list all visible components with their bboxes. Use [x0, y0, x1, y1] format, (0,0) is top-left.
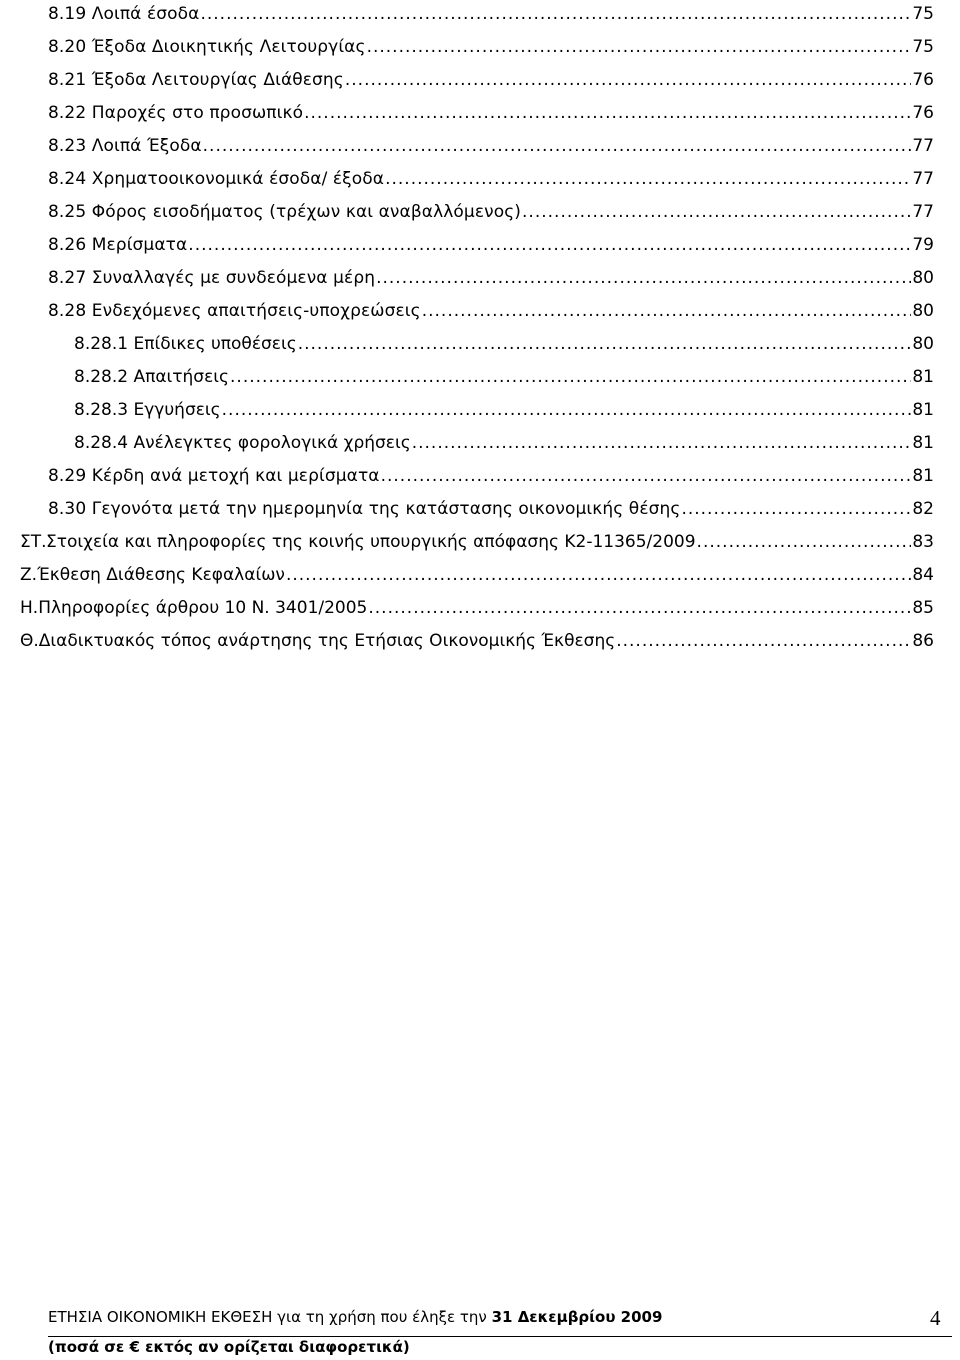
toc-subentry[interactable] — [74, 398, 934, 422]
page-number: 4 — [930, 1306, 941, 1330]
toc-leader-dots — [422, 299, 912, 323]
toc-entry-page: 80 — [912, 334, 934, 354]
toc-entry-label: 8.28.3 Εγγυήσεις — [74, 400, 221, 420]
toc-entry[interactable] — [48, 266, 934, 290]
toc-entry-label: 8.28.1 Επίδικες υποθέσεις — [74, 334, 297, 354]
toc-leader-dots — [200, 2, 911, 26]
toc-entry-page: 81 — [912, 400, 934, 420]
toc-entry-label: 8.28.2 Απαιτήσεις — [74, 367, 230, 387]
toc-entry-label: Διαδικτυακός τόπος ανάρτησης της Ετήσιας Οικονομικής Έκθεσης — [38, 631, 616, 651]
toc-entry[interactable] — [48, 233, 934, 257]
toc-entry-page: 79 — [912, 235, 934, 255]
report-title — [48, 1308, 662, 1326]
toc-entry[interactable] — [48, 134, 934, 158]
toc-entry-label: Έκθεση Διάθεσης Κεφαλαίων — [37, 565, 285, 585]
toc-leader-dots — [222, 398, 912, 422]
toc-leader-dots — [345, 68, 911, 92]
toc-leader-dots — [376, 266, 911, 290]
toc-entry-page: 75 — [912, 4, 934, 24]
footer-divider — [48, 1336, 952, 1337]
toc-entry-page: 76 — [912, 70, 934, 90]
toc-subentry[interactable] — [74, 332, 934, 356]
toc-entry-label: 8.23 Λοιπά Έξοδα — [48, 136, 202, 156]
toc-entry-label: 8.25 Φόρος εισοδήματος (τρέχων και αναβαλλόμενος) — [48, 202, 522, 222]
toc-entry-page: 86 — [912, 631, 934, 651]
toc-entry[interactable] — [48, 35, 934, 59]
toc-entry-page: 75 — [912, 37, 934, 57]
toc-section[interactable] — [20, 629, 934, 653]
toc-leader-dots — [697, 530, 912, 554]
toc-section[interactable] — [20, 530, 934, 554]
toc-entry-label: 8.19 Λοιπά έσοδα — [48, 4, 200, 24]
toc-subentry[interactable] — [74, 431, 934, 455]
toc-leader-dots — [298, 332, 912, 356]
currency-note: (ποσά σε € εκτός αν ορίζεται διαφορετικά) — [48, 1338, 410, 1356]
toc-entry-page: 77 — [912, 169, 934, 189]
toc-entry-label: 8.28 Ενδεχόμενες απαιτήσεις-υποχρεώσεις — [48, 301, 421, 321]
toc-entry[interactable] — [48, 101, 934, 125]
toc-section[interactable] — [20, 596, 934, 620]
toc-entry-label: Στοιχεία και πληροφορίες της κοινής υπουργικής απόφασης Κ2-11365/2009 — [46, 532, 696, 552]
toc-entry[interactable] — [48, 497, 934, 521]
toc-entry-page: 85 — [912, 598, 934, 618]
toc-leader-dots — [681, 497, 911, 521]
toc-leader-dots — [203, 134, 912, 158]
toc-entry-label: 8.27 Συναλλαγές με συνδεόμενα μέρη — [48, 268, 376, 288]
toc-leader-dots — [230, 365, 911, 389]
toc-leader-dots — [368, 596, 911, 620]
toc-leader-dots — [188, 233, 911, 257]
toc-entry-page: 77 — [912, 136, 934, 156]
toc-entry[interactable] — [48, 299, 934, 323]
toc-entry-label: 8.29 Κέρδη ανά μετοχή και μερίσματα — [48, 466, 380, 486]
toc-entry-page: 81 — [912, 433, 934, 453]
toc-section-prefix: ΣΤ. — [20, 532, 47, 552]
toc-entry-label: 8.24 Χρηματοοικονομικά έσοδα/ έξοδα — [48, 169, 385, 189]
toc-subentry[interactable] — [74, 365, 934, 389]
toc-leader-dots — [304, 101, 911, 125]
toc-section-prefix: Ζ. — [20, 565, 38, 585]
toc-entry[interactable] — [48, 167, 934, 191]
toc-entry-label: 8.30 Γεγονότα μετά την ημερομηνία της κατάστασης οικονομικής θέσης — [48, 499, 681, 519]
toc-entry-page: 81 — [912, 466, 934, 486]
toc-leader-dots — [286, 563, 911, 587]
toc-leader-dots — [616, 629, 911, 653]
toc-entry-page: 80 — [912, 301, 934, 321]
toc-entry-page: 82 — [912, 499, 934, 519]
toc-section[interactable] — [20, 563, 934, 587]
toc-section-prefix: Θ. — [20, 631, 39, 651]
toc-entry[interactable] — [48, 464, 934, 488]
report-title-text: ΕΤΗΣΙΑ ΟΙΚΟΝΟΜΙΚΗ ΕΚΘΕΣΗ για τη χρήση που έληξε την — [48, 1308, 492, 1326]
toc-entry-page: 81 — [912, 367, 934, 387]
toc-entry-label: 8.28.4 Ανέλεγκτες φορολογικά χρήσεις — [74, 433, 411, 453]
toc-entry-label: 8.22 Παροχές στο προσωπικό — [48, 103, 304, 123]
toc-entry-page: 84 — [912, 565, 934, 585]
toc-leader-dots — [412, 431, 912, 455]
toc-leader-dots — [522, 200, 911, 224]
toc-entry-page: 80 — [912, 268, 934, 288]
toc-entry[interactable] — [48, 2, 934, 26]
toc-entry-page: 77 — [912, 202, 934, 222]
toc-entry-label: Πληροφορίες άρθρου 10 Ν. 3401/2005 — [38, 598, 368, 618]
toc-entry-page: 76 — [912, 103, 934, 123]
toc-entry[interactable] — [48, 68, 934, 92]
toc-entry[interactable] — [48, 200, 934, 224]
toc-entry-label: 8.26 Μερίσματα — [48, 235, 188, 255]
toc-leader-dots — [367, 35, 912, 59]
toc-leader-dots — [385, 167, 911, 191]
toc-section-prefix: Η. — [20, 598, 39, 618]
report-date: 31 Δεκεμβρίου 2009 — [491, 1308, 663, 1326]
toc-entry-page: 83 — [912, 532, 934, 552]
toc-entry-label: 8.20 Έξοδα Διοικητικής Λειτουργίας — [48, 37, 366, 57]
toc-entry-label: 8.21 Έξοδα Λειτουργίας Διάθεσης — [48, 70, 344, 90]
toc-leader-dots — [381, 464, 912, 488]
